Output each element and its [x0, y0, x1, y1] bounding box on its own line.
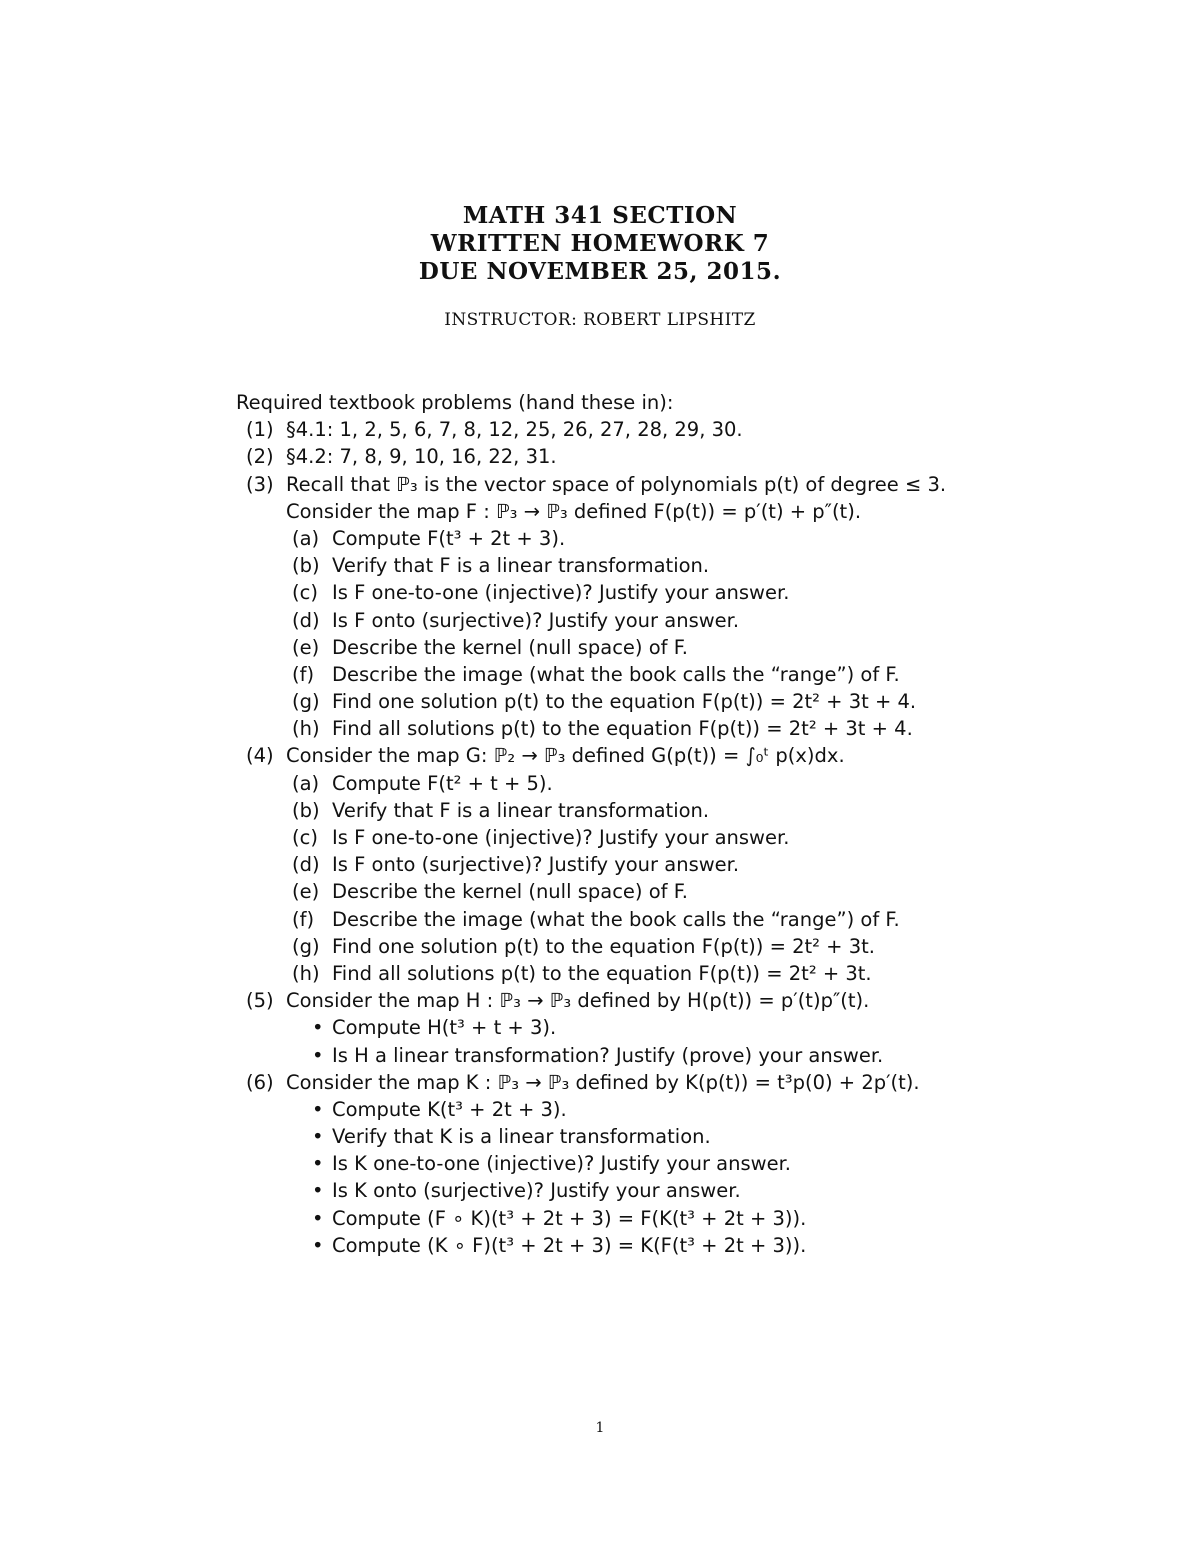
item-label: (d): [292, 853, 320, 877]
problem-line: [236, 987, 1116, 1014]
problem-line: [236, 770, 1116, 797]
item-label: (h): [292, 717, 320, 741]
problem-line: [236, 960, 1116, 987]
item-text: §4.2: 7, 8, 9, 10, 16, 22, 31.: [286, 445, 557, 469]
problem-line: [236, 1123, 1116, 1150]
item-text: Consider the map K : ℙ₃ → ℙ₃ defined by K(p(t)) = t³p(0) + 2p′(t).: [286, 1070, 920, 1094]
problem-line: [236, 851, 1116, 878]
item-label: (c): [292, 826, 318, 849]
item-text: Describe the image (what the book calls the “range”) of F.: [332, 662, 900, 686]
item-label: (a): [292, 526, 320, 550]
item-text: Recall that ℙ₃ is the vector space of polynomials p(t) of degree ≤ 3.: [286, 472, 947, 496]
item-text: Consider the map H : ℙ₃ → ℙ₃ defined by H(p(t)) = p′(t)p″(t).: [286, 989, 870, 1013]
problem-line: [236, 634, 1116, 661]
problem-line: [236, 607, 1116, 634]
problem-line: [236, 742, 1116, 769]
problem-line: [236, 661, 1116, 688]
item-text: Compute F(t³ + 2t + 3).: [332, 526, 566, 550]
item-text: Verify that F is a linear transformation.: [332, 554, 710, 578]
item-text: Is F one-to-one (injective)? Justify your answer.: [332, 581, 790, 605]
item-text: Compute F(t² + t + 5).: [332, 771, 553, 795]
item-text: Verify that F is a linear transformation.: [332, 798, 710, 822]
problem-line: [236, 552, 1116, 579]
item-text: Find one solution p(t) to the equation F(p(t)) = 2t² + 3t.: [332, 934, 875, 958]
bullet-marker: •: [312, 1233, 324, 1257]
item-text: Find all solutions p(t) to the equation F(p(t)) = 2t² + 3t.: [332, 961, 872, 985]
intro-text: Required textbook problems (hand these in):: [236, 391, 674, 414]
problem-line: [236, 416, 1116, 443]
item-label: (3): [246, 472, 274, 496]
item-text: Compute K(t³ + 2t + 3).: [332, 1097, 567, 1121]
assignment-title: WRITTEN HOMEWORK 7: [430, 230, 770, 257]
item-label: (4): [246, 744, 274, 768]
problem-line: [236, 824, 1116, 851]
item-label: (e): [292, 880, 320, 904]
item-text: Is K onto (surjective)? Justify your answer.: [332, 1179, 741, 1203]
item-label: (b): [292, 554, 320, 578]
problem-line: [236, 579, 1116, 606]
problem-line: [236, 1069, 1116, 1096]
item-text: Is H a linear transformation? Justify (prove) your answer.: [332, 1043, 884, 1067]
problem-line: [236, 1177, 1116, 1204]
problem-line: [236, 1205, 1116, 1232]
item-text: Compute H(t³ + t + 3).: [332, 1016, 557, 1040]
problem-line: [236, 933, 1116, 960]
problem-line: [236, 797, 1116, 824]
item-label: (f): [292, 662, 315, 686]
item-text: Describe the kernel (null space) of F.: [332, 635, 688, 659]
item-text: Is F onto (surjective)? Justify your answer.: [332, 608, 740, 632]
item-label: (2): [246, 445, 274, 469]
problem-line: [236, 1042, 1116, 1069]
item-text: Consider the map G: ℙ₂ → ℙ₃ defined G(p(t)) = ∫₀ᵗ p(x)dx.: [286, 744, 845, 768]
instructor-line: INSTRUCTOR: ROBERT LIPSHITZ: [444, 310, 756, 330]
item-label: (f): [292, 907, 315, 931]
course-title: MATH 341 SECTION: [462, 202, 738, 229]
problem-line: [236, 688, 1116, 715]
problem-line: [236, 471, 1116, 498]
item-text: Consider the map F : ℙ₃ → ℙ₃ defined F(p(t)) = p′(t) + p″(t).: [286, 499, 862, 523]
item-text: Verify that K is a linear transformation.: [332, 1125, 711, 1149]
item-label: (d): [292, 608, 320, 632]
item-text: Describe the image (what the book calls the “range”) of F.: [332, 907, 900, 931]
item-label: (g): [292, 934, 320, 958]
item-label: (h): [292, 961, 320, 985]
item-text: Is K one-to-one (injective)? Justify your answer.: [332, 1152, 791, 1176]
problem-line: [236, 1232, 1116, 1259]
item-text: §4.1: 1, 2, 5, 6, 7, 8, 12, 25, 26, 27, 28, 29, 30.: [286, 418, 743, 442]
problem-line: [236, 1096, 1116, 1123]
item-label: (6): [246, 1070, 274, 1094]
bullet-marker: •: [312, 1125, 324, 1149]
item-text: Compute (K ∘ F)(t³ + 2t + 3) = K(F(t³ + 2t + 3)).: [332, 1233, 807, 1257]
item-text: Find one solution p(t) to the equation F(p(t)) = 2t² + 3t + 4.: [332, 690, 917, 714]
item-label: (a): [292, 771, 320, 795]
item-label: (b): [292, 798, 320, 822]
title-block: [0, 202, 1200, 330]
problem-line: [236, 525, 1116, 552]
item-label: (c): [292, 581, 318, 605]
item-text: Compute (F ∘ K)(t³ + 2t + 3) = F(K(t³ + 2t + 3)).: [332, 1206, 807, 1230]
bullet-marker: •: [312, 1206, 324, 1230]
item-text: Find all solutions p(t) to the equation F(p(t)) = 2t² + 3t + 4.: [332, 717, 913, 741]
problem-line: [236, 498, 1116, 525]
page-number: 1: [595, 1420, 605, 1436]
bullet-marker: •: [312, 1016, 324, 1040]
item-label: (e): [292, 635, 320, 659]
item-text: Is F one-to-one (injective)? Justify your answer.: [332, 826, 790, 849]
item-label: (g): [292, 690, 320, 714]
problem-line: [236, 1014, 1116, 1041]
problem-line: [236, 906, 1116, 933]
item-text: Describe the kernel (null space) of F.: [332, 880, 688, 904]
problem-line: [236, 715, 1116, 742]
item-text: Is F onto (surjective)? Justify your answer.: [332, 853, 740, 877]
bullet-marker: •: [312, 1152, 324, 1176]
due-date: DUE NOVEMBER 25, 2015.: [418, 258, 782, 285]
problem-list: [236, 389, 1116, 1259]
bullet-marker: •: [312, 1179, 324, 1203]
problem-line: [236, 1150, 1116, 1177]
item-label: (5): [246, 989, 274, 1013]
problem-line: [236, 878, 1116, 905]
problem-line: [236, 443, 1116, 470]
item-label: (1): [246, 418, 274, 442]
bullet-marker: •: [312, 1097, 324, 1121]
bullet-marker: •: [312, 1043, 324, 1067]
